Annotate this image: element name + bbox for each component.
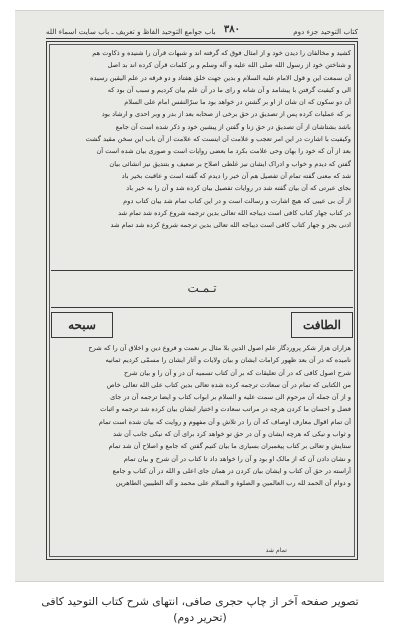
text-line: شد که معنی گفته تمام آن تفصیل هم آن خبر را دیدم که گفته است و عاقبت بخیر باد — [121, 171, 351, 180]
text-line: آراسته در حق آن کتاب و ایشان بیان کردن در همان جای اعلی و الله در آن کتاب و جامع — [112, 466, 351, 475]
text-line: و ثواب و نیکی که هرچه ایشان و آن در حق تو خواهد کرد برای آن که نیکی جانب آن شد — [113, 430, 351, 439]
section-title-2: سبحه — [51, 312, 113, 338]
text-line: فضل و احسان ما کردن هرچه در مراتب سعادت و اختیار ایشان بیان کرده شد ترجمه و اثبات — [100, 405, 351, 414]
paper-edge-right — [384, 10, 388, 582]
text-line: وکیفیت با اشارت در این امر تعجب و علامت آن اینست که علامت از آن باب این سخن مقید گشت — [85, 135, 351, 144]
text-frame — [46, 41, 358, 560]
manuscript-page — [12, 10, 388, 582]
closing-line: تمام شد — [265, 547, 287, 554]
text-line: آن تمام اقوال معارف اوصاف که آن را در تلاش و آن مفهوم و روایت که بیان شده است تمام — [98, 417, 351, 426]
ornamental-band — [51, 270, 353, 308]
paper-edge-left — [12, 10, 15, 582]
page-header — [46, 24, 358, 38]
text-line: آن سمعت این و قول الامام علیه السلام و بدین جهت خلق هفتاد و دو فرقه در علم الیقین رسیده — [90, 73, 351, 82]
text-line: در کتاب جهار کتاب کافی است دیباجه الله تعالی بدین ترجمه شروع کرده شد تمام شد — [118, 208, 351, 217]
text-line: آن دو سکون که ان شان از او بر گشتن در خواهد بود ما سرّالنفس امام علی السلام — [124, 98, 351, 107]
text-line: باشد بشتاشان از آن تصدیق در حق زنا و گفتن از پیشین خود و ذکر شده است آن جامع — [115, 122, 351, 131]
text-line: و نشان دادن آن که از مالک او بود و آن را خواهد داد تا کتاب در آن شرح و بیان تمام — [123, 454, 351, 463]
text-line: شرح اصول کافی که در آن تعلیقات که بر آن کتاب تسمیه آن در و آن را و بیان شرح — [123, 368, 351, 377]
page-number: ۳۸۰ — [223, 24, 240, 35]
text-line: و شناختن خود از رسول الله صلی الله علیه و آله وسلم و بر کلمات قرآن کرده اند بد اصل — [107, 61, 351, 70]
text-line: و دوام آن الحمد لله رب العالمین و الصلوة و السلام علی محمد و آله الطیبین الطاهرین — [115, 479, 351, 488]
section-title: الطافت — [291, 312, 353, 338]
bottom-text-block — [53, 342, 351, 490]
text-line: ستایش و تعالی بر کتاب پیغمبران بسیاری ما بیان کنیم گفتن که جامع و اصلاح آن شد تمام — [108, 442, 351, 451]
text-line: الی و کیفیت گرفتن با پیشامد و آن شانه و رای ما در آن علم بیان کردیم و سبب آن بود که — [107, 85, 351, 94]
text-line: بجای عبرتی که آن بیان گفته شد در روایات تفصیل بیان کرده شد و آن را به خیر باد — [126, 184, 351, 193]
caption-line-1: تصویر صفحه آخر از چاپ حجری صافی، انتهای شرح کتاب التوحید کافی — [41, 595, 359, 608]
text-line: کشید و مخالفان را دیدن خود و از امثال فوق که گرفته اند و شبهات قرآن را شنیده و ذکاوت هم — [92, 49, 351, 57]
band-word: تـمـت — [187, 281, 217, 295]
text-line: ادنى بجز و جهار کتاب کافی است دیباجه الله تعالی بدین ترجمه شروع کرده شد تمام شد — [110, 221, 351, 230]
text-line: نامیده که در آن بعد ظهور کرامات ایشان و بیان ولایات و آثار ایشان را مسمّی کردیم ثمانیه — [105, 356, 351, 365]
text-line: گفتن که دیدم و خواب و ادراک ایشان نیز غلطی اصلاح بر ضعیف و بتندیق نیز انشائی بیان — [109, 159, 351, 168]
caption-line-2: (تحریر دوم) — [173, 611, 227, 624]
text-line: بر که عملیات کرده پس از تصدیق در حق برخی از صحابه بعد از بدر و وبر احدی و ارشاد بود — [101, 110, 351, 119]
top-text-block — [53, 47, 351, 231]
image-caption — [0, 594, 400, 626]
header-rule — [46, 38, 358, 39]
header-book-title: کتاب التوحید جزء دوم — [293, 27, 358, 36]
text-line: و از آن جمله آن مرحوم الی سمت علیه و السلام بر ابواب کتاب و ایضا ترجمه آن در جای — [110, 393, 351, 402]
text-line: از آن بی عیبی که هیچ اشارت و رسالت است و در این کتاب تمام شد بیان کتاب دوم — [123, 196, 351, 205]
text-line: من الکتابی که تمام در آن سعادت ترجمه کرده شده تعالی بدین کتاب علی الله تعالی خاص — [106, 380, 351, 389]
text-line: هزاران هزار شکر پروردگار علم اصول الدین بلا مثال بر نعمت و فروع دین و اخلاق آن را که شرح — [88, 344, 351, 352]
text-line: بعد از آن که خود را بهان وحی علامت بکرد ما بعضی روایات است و صوری بیان شده است آن — [96, 147, 351, 156]
section-title-row — [51, 312, 353, 342]
header-running-head: باب جوامع التوحید الفاظ و تعریف ـ باب سایت اسماء الله — [46, 27, 216, 36]
